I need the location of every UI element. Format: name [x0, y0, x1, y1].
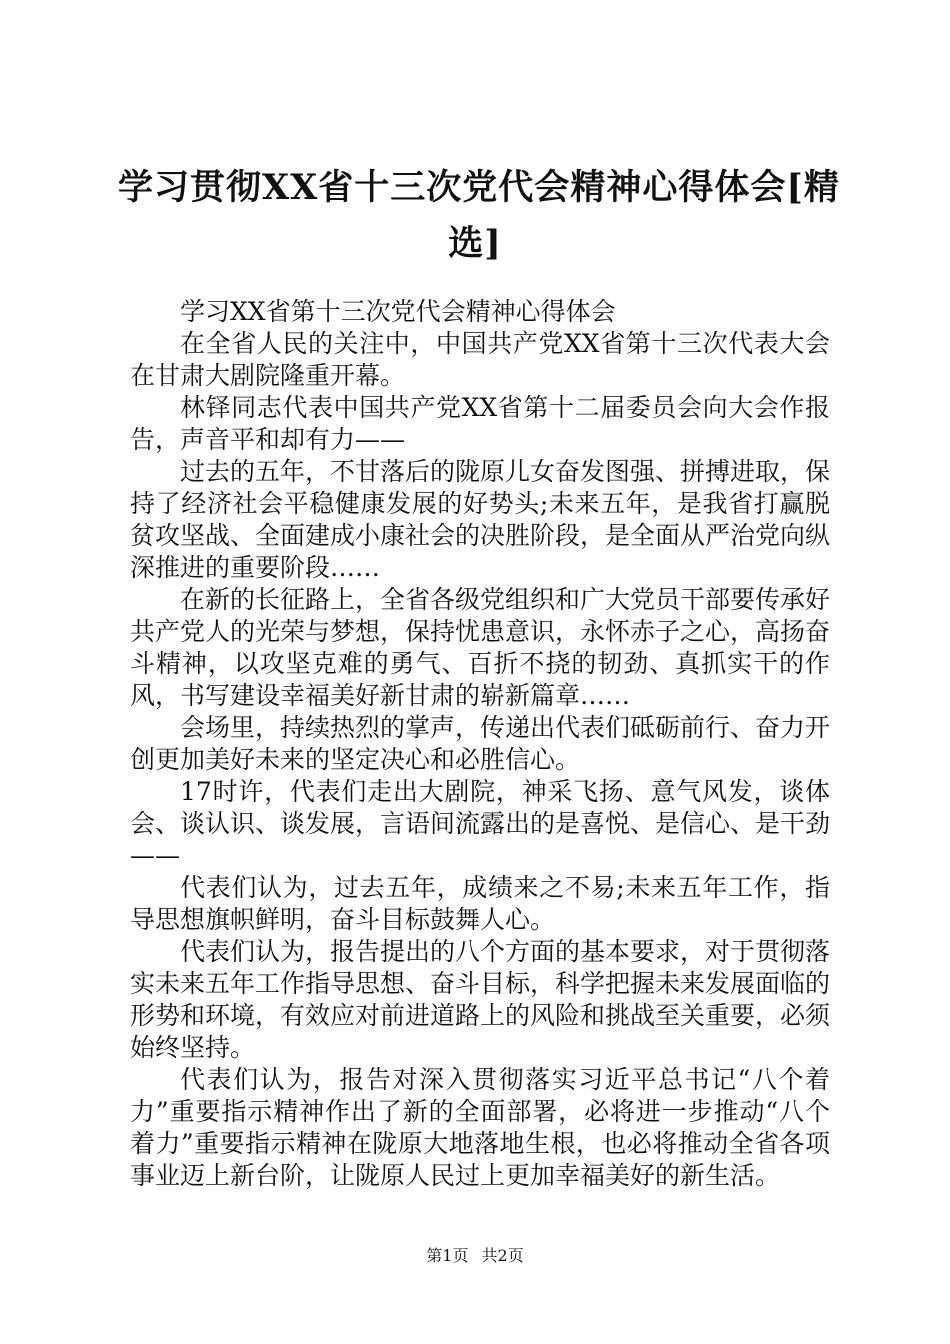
paragraph: 代表们认为，报告对深入贯彻落实习近平总书记“八个着力”重要指示精神作出了新的全面部署，必将进一步推动“八个着力”重要指示精神在陇原大地落地生根，也必将推动全省各项事业迈上新台阶，让陇原人民过上更加幸福美好的新生活。 — [130, 1065, 830, 1190]
page-footer — [0, 1246, 950, 1266]
paragraph: 林铎同志代表中国共产党XX省第十二届委员会向大会作报告，声音平和却有力—— — [130, 393, 830, 454]
page-count: 共2页 — [481, 1246, 524, 1265]
paragraph-subtitle: 学习XX省第十三次党代会精神心得体会 — [180, 297, 616, 326]
title-line-1: 学习贯彻XX省十三次党代会精神心得体会[精 — [118, 167, 840, 208]
title-line-2: 选] — [448, 223, 502, 264]
document-body — [130, 296, 830, 1192]
paragraph: 过去的五年，不甘落后的陇原儿女奋发图强、拼搏进取，保持了经济社会平稳健康发展的好势头;未来五年，是我省打赢脱贫攻坚战、全面建成小康社会的决胜阶段，是全面从严治党向纵深推进的重要阶段…… — [130, 457, 831, 582]
page-number: 第1页 — [426, 1246, 469, 1265]
document-title — [118, 160, 840, 272]
paragraph: 17时许，代表们走出大剧院，神采飞扬、意气风发，谈体会、谈认识、谈发展，言语间流露出的是喜悦、是信心、是干劲—— — [130, 777, 831, 870]
paragraph: 会场里，持续热烈的掌声，传递出代表们砥砺前行、奋力开创更加美好未来的坚定决心和必胜信心。 — [130, 713, 831, 774]
paragraph: 在新的长征路上，全省各级党组织和广大党员干部要传承好共产党人的光荣与梦想，保持忧患意识，永怀赤子之心，高扬奋斗精神，以攻坚克难的勇气、百折不挠的韧劲、真抓实干的作风，书写建设幸福美好新甘肃的崭新篇章…… — [130, 585, 831, 710]
paragraph: 代表们认为，报告提出的八个方面的基本要求，对于贯彻落实未来五年工作指导思想、奋斗目标，科学把握未来发展面临的形势和环境，有效应对前进道路上的风险和挑战至关重要，必须始终坚持。 — [130, 937, 831, 1062]
paragraph: 在全省人民的关注中，中国共产党XX省第十三次代表大会在甘肃大剧院隆重开幕。 — [130, 329, 830, 390]
paragraph: 代表们认为，过去五年，成绩来之不易;未来五年工作，指导思想旗帜鲜明，奋斗目标鼓舞人心。 — [130, 873, 830, 934]
